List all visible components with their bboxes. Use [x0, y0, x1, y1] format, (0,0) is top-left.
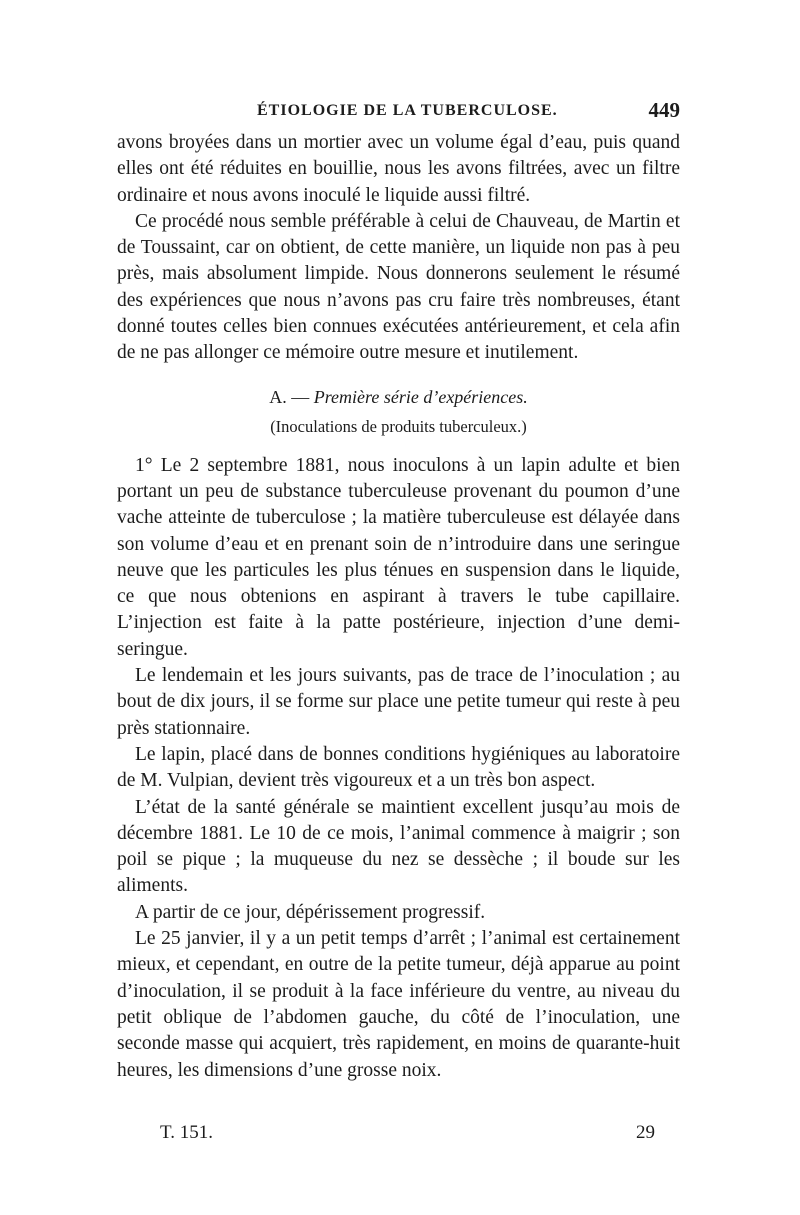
section-title-text: Première série d’expériences. — [313, 386, 528, 407]
page-number: 449 — [648, 98, 680, 122]
paragraph: Le lendemain et les jours suivants, pas de trace de l’inoculation ; au bout de dix jours, il se forme sur place une petite tumeur qui reste à peu près stationnaire. — [117, 665, 680, 739]
signature-mark: 29 — [636, 1122, 655, 1143]
paragraph: avons broyées dans un mortier avec un volume égal d’eau, puis quand elles ont été réduites en bouillie, nous les avons filtrées, avec un filtre ordinaire et nous avons inoculé le liquide aussi filtré. — [117, 132, 680, 206]
page-body — [117, 130, 680, 1084]
section-subtitle: (Inoculations de produits tuberculeux.) — [270, 416, 527, 436]
page-header — [117, 98, 680, 128]
paragraph: Ce procédé nous semble préférable à celui de Chauveau, de Martin et de Toussaint, car on obtient, de cette manière, un liquide non pas à peu près, mais absolument limpide. Nous donnerons seulement le résumé des expériences que nous n’avons pas cru faire très nombreuses, étant donné toutes celles bien connues exécutées antérieurement, et cela afin de ne pas allonger ce mémoire outre mesure et inutilement. — [117, 210, 680, 364]
running-title: ÉTIOLOGIE DE LA TUBERCULOSE. — [257, 102, 558, 119]
section-prefix: A. — — [269, 386, 314, 407]
section-title — [117, 385, 680, 409]
page-footer — [160, 1122, 655, 1150]
paragraph: A partir de ce jour, dépérissement progressif. — [135, 901, 486, 923]
paragraph: L’état de la santé générale se maintient excellent jusqu’au mois de décembre 1881. Le 10 de ce mois, l’animal commence à maigrir ; son poil se pique ; la muqueuse du nez se dessèche ; il boude sur les aliments. — [117, 796, 680, 897]
paragraph: Le 25 janvier, il y a un petit temps d’arrêt ; l’animal est certainement mieux, et cependant, en outre de la petite tumeur, déjà apparue au point d’inoculation, il se produit à la face inférieure du ventre, au niveau du petit oblique de l’abdomen gauche, du côté de l’inoculation, une seconde masse qui acquiert, très rapidement, en moins de quarante-huit heures, les dimensions d’une grosse noix. — [117, 928, 680, 1081]
paragraph: 1° Le 2 septembre 1881, nous inoculons à un lapin adulte et bien portant un peu de substance tuberculeuse provenant du poumon d’une vache atteinte de tuberculose ; la matière tuberculeuse est délayée dans son volume d’eau et en prenant soin de n’introduire dans une seringue neuve que les particules les plus ténues en suspension dans le liquide, ce que nous obtenions en aspirant à travers le tube capillaire. L’injection est faite à la patte postérieure, injection d’une demi-seringue. — [117, 454, 680, 660]
paragraph: Le lapin, placé dans de bonnes conditions hygiéniques au laboratoire de M. Vulpian, devient très vigoureux et a un très bon aspect. — [117, 743, 680, 792]
volume-label: T. 151. — [160, 1122, 213, 1143]
